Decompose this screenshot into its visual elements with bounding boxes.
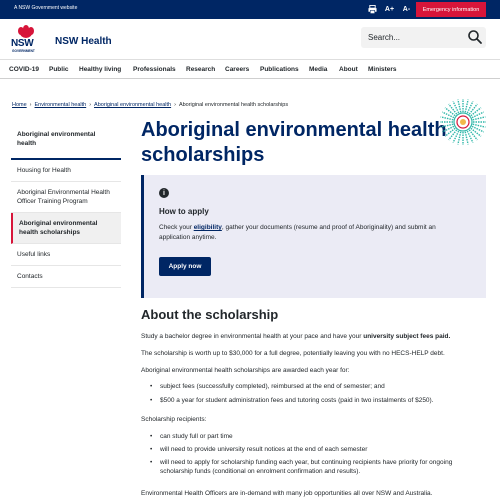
- breadcrumb-current: Aboriginal environmental health scholarships: [178, 102, 289, 108]
- paragraph-study-bold: university subject fees paid.: [363, 333, 451, 340]
- font-increase-button[interactable]: A+: [384, 5, 395, 13]
- sidenav-item-useful-links[interactable]: Useful links: [11, 244, 121, 266]
- paragraph-demand: Environmental Health Officers are in-demand with many job opportunities all over NSW and Australia.: [141, 490, 433, 497]
- print-icon[interactable]: [367, 3, 378, 15]
- callout-text: [159, 223, 459, 243]
- paragraph-awarded: Aboriginal environmental health scholarships are awarded each year for:: [141, 367, 350, 374]
- list-item: • will need to apply for scholarship funding each year, but continuing recipients have priority for ongoing scholarship funds (conditional on enrolment confirmation and results).: [150, 458, 485, 476]
- accessibility-tools: [367, 3, 412, 15]
- font-decrease-button[interactable]: A-: [402, 5, 411, 13]
- artwork-ray: [472, 112, 484, 118]
- site-name[interactable]: NSW Health: [55, 36, 112, 47]
- list-item: • can study full or part time: [150, 432, 485, 441]
- artwork-ray: [473, 124, 486, 127]
- callout-text-after: , gather your documents (resume and proof of Aboriginality) and submit an application anytime.: [159, 224, 436, 241]
- page-title: Aboriginal environmental health scholarships: [141, 119, 447, 166]
- sidenav-item-scholarships[interactable]: Aboriginal environmental health scholarships: [11, 213, 121, 244]
- breadcrumb-environmental-health[interactable]: Environmental health: [34, 102, 87, 108]
- artwork-ray: [442, 126, 454, 132]
- list-item: • subject fees (successfully completed), reimbursed at the end of semester; and: [150, 382, 485, 391]
- list-item: • will need to provide university result notices at the end of each semester: [150, 445, 485, 454]
- apply-now-button[interactable]: Apply now: [159, 257, 211, 276]
- paragraph-study: [141, 332, 486, 341]
- nav-item-publications[interactable]: Publications: [260, 66, 299, 73]
- sidenav-item-aboriginal-environmental-health[interactable]: Aboriginal environmental health: [11, 121, 121, 160]
- breadcrumb-home[interactable]: Home: [12, 102, 27, 108]
- breadcrumb: [12, 102, 288, 108]
- logo-subword: GOVERNMENT: [12, 49, 35, 53]
- paragraph-recipients: Scholarship recipients:: [141, 416, 207, 423]
- section-heading: About the scholarship: [141, 307, 279, 322]
- sidenav-item-aeho-training-program[interactable]: Aboriginal Environmental Health Officer Training Program: [11, 182, 121, 213]
- artwork-ray: [467, 101, 473, 113]
- callout-heading: How to apply: [159, 207, 209, 216]
- how-to-apply-callout: [141, 175, 486, 298]
- artwork-ray: [467, 131, 473, 143]
- main-navigation: [0, 59, 500, 79]
- info-icon: i: [159, 188, 169, 198]
- nav-item-public[interactable]: Public: [49, 66, 69, 73]
- chevron-right-icon: ›: [89, 102, 92, 108]
- artwork-ray: [465, 100, 468, 113]
- artwork-ray: [473, 117, 486, 120]
- artwork-ray: [441, 117, 454, 120]
- aboriginal-artwork-icon: [438, 97, 488, 147]
- callout-text-before: Check your: [159, 224, 194, 231]
- paragraph-worth: The scholarship is worth up to $30,000 for a full degree, potentially leaving you with no HECS-HELP debt.: [141, 350, 445, 357]
- recipients-list: [150, 432, 485, 476]
- site-header: [0, 19, 500, 59]
- emergency-information-button[interactable]: Emergency information: [416, 2, 486, 17]
- chevron-right-icon: ›: [174, 102, 176, 108]
- nav-item-research[interactable]: Research: [186, 66, 216, 73]
- sidenav-item-contacts[interactable]: Contacts: [11, 266, 121, 288]
- artwork-ray: [442, 112, 454, 118]
- list-item: • $500 a year for student administration fees and tutoring costs (paid in two instalments of $250).: [150, 396, 485, 405]
- chevron-right-icon: ›: [29, 102, 32, 108]
- search-box[interactable]: [361, 27, 486, 48]
- artwork-ray: [472, 126, 484, 132]
- breadcrumb-aboriginal-environmental-health[interactable]: Aboriginal environmental health: [94, 102, 172, 108]
- awarded-list: [150, 382, 485, 405]
- government-topbar: [0, 0, 500, 19]
- side-navigation: [11, 121, 121, 288]
- artwork-ray: [453, 101, 459, 113]
- logo-wordmark: NSW: [11, 38, 34, 49]
- nav-item-covid-19[interactable]: COVID-19: [9, 66, 39, 73]
- artwork-ray: [465, 132, 468, 145]
- gov-website-label: A NSW Government website: [14, 5, 78, 11]
- waratah-icon: [17, 25, 35, 39]
- artwork-ray: [458, 100, 461, 113]
- search-input[interactable]: Search...: [368, 33, 401, 42]
- sidenav-item-housing-for-health[interactable]: Housing for Health: [11, 160, 121, 182]
- artwork-ray: [458, 132, 461, 145]
- eligibility-link[interactable]: eligibility: [193, 224, 222, 231]
- nsw-logo[interactable]: [11, 25, 41, 57]
- artwork-ray: [453, 131, 459, 143]
- nav-item-ministers[interactable]: Ministers: [368, 66, 397, 73]
- nav-item-healthy-living[interactable]: Healthy living: [79, 66, 122, 73]
- nav-item-careers[interactable]: Careers: [225, 66, 250, 73]
- search-icon[interactable]: [467, 29, 483, 45]
- nav-item-about[interactable]: About: [339, 66, 358, 73]
- nav-item-professionals[interactable]: Professionals: [133, 66, 176, 73]
- nav-item-media[interactable]: Media: [309, 66, 328, 73]
- artwork-ray: [441, 124, 454, 127]
- paragraph-study-text: Study a bachelor degree in environmental health at your pace and have your: [141, 333, 364, 340]
